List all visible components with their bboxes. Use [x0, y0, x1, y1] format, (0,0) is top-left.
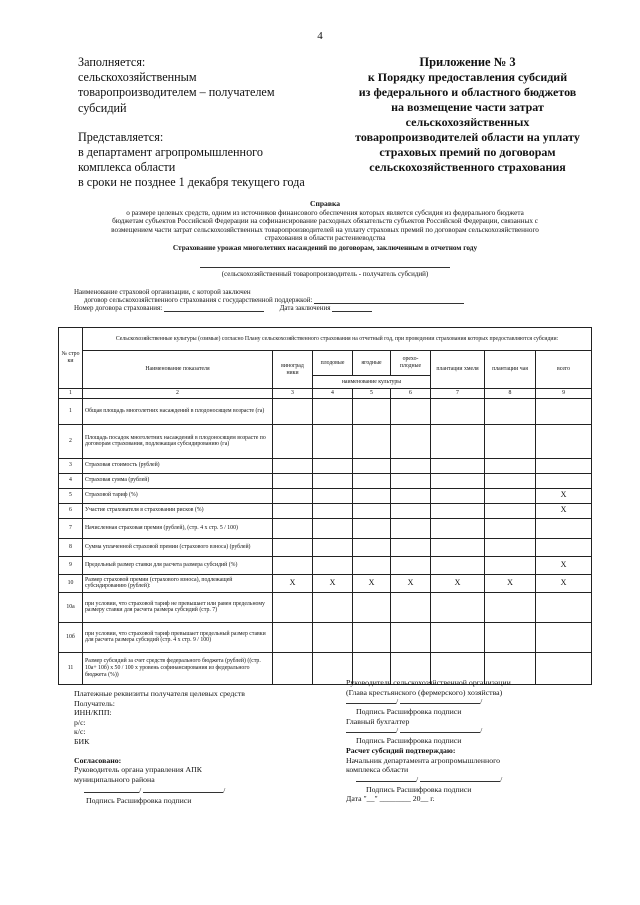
table-row [59, 398, 592, 424]
column-number-cell: 4 [313, 389, 353, 399]
value-cell[interactable] [353, 503, 391, 518]
value-cell[interactable] [353, 592, 391, 622]
page-number: 4 [317, 30, 323, 42]
col-hops-header: плантации хмеля [431, 351, 485, 389]
value-cell[interactable] [391, 488, 431, 503]
value-cell[interactable] [353, 556, 391, 574]
table-row [59, 488, 592, 503]
value-cell[interactable] [485, 592, 536, 622]
value-cell[interactable] [391, 556, 431, 574]
certificate-line: страхования в области растениеводства [264, 234, 386, 243]
row-indicator-name: Размер страховой премии (страхового взноса), подлежащей субсидированию (рублей): [83, 574, 273, 592]
row-indicator-name: Предельный размер ставки для расчета размера субсидий (%) [83, 556, 273, 574]
row-number: 1 [59, 398, 83, 424]
value-cell[interactable] [313, 518, 353, 538]
value-cell[interactable] [391, 458, 431, 473]
rs-label: р/с: [74, 717, 86, 727]
column-number-cell: 1 [59, 389, 83, 399]
org-head-label: Руководитель сельскохозяйственной организации [346, 678, 511, 687]
excluded-cell: X [273, 574, 313, 592]
excluded-cell: X [485, 574, 536, 592]
fill-line: Заполняется: [78, 55, 146, 69]
contract-number-label: Номер договора страхования: [74, 304, 163, 312]
contract-date-field[interactable] [332, 311, 372, 312]
row-indicator-name: Размер субсидий за счет средств федерального бюджета (рублей) ((стр. 10а+ 10б) х 50 / 100 х уровень софинансирования из федерального бюджета (%)) [83, 652, 273, 684]
recipient-label: Получатель: [74, 698, 115, 708]
value-cell[interactable] [353, 538, 391, 556]
value-cell[interactable] [485, 622, 536, 652]
value-cell[interactable] [431, 488, 485, 503]
value-cell[interactable] [391, 503, 431, 518]
apk-head-label: Руководитель органа управления АПК [74, 765, 202, 775]
value-cell[interactable] [273, 503, 313, 518]
col-berry-header: ягодные [353, 351, 391, 376]
row-indicator-name: при условии, что страховой тариф не превышает или равен предельному размеру ставки для расчета размера субсидий (стр. 7) [83, 592, 273, 622]
excluded-cell: X [313, 574, 353, 592]
column-number-cell: 5 [353, 389, 391, 399]
value-cell[interactable] [273, 398, 313, 424]
value-cell[interactable] [536, 473, 592, 488]
right-header [330, 55, 605, 175]
row-indicator-name: Участие страхователя в страховании рисков (%) [83, 503, 273, 518]
excluded-cell: X [353, 574, 391, 592]
row-number: 4 [59, 473, 83, 488]
value-cell[interactable] [273, 424, 313, 458]
appendix-line: товаропроизводителей области на уплату [355, 130, 580, 144]
value-cell[interactable] [431, 424, 485, 458]
row-indicator-name: Площадь посадок многолетних насаждений в плодоносящем возрасте по договорам страхования, подлежащая субсидированию (га) [83, 424, 273, 458]
fill-line: сельскохозяйственным [78, 70, 197, 85]
table-row [59, 592, 592, 622]
value-cell[interactable] [485, 518, 536, 538]
value-cell[interactable] [431, 622, 485, 652]
value-cell[interactable] [313, 538, 353, 556]
row-number: 3 [59, 458, 83, 473]
confirmed-label: Расчет субсидий подтверждаю: [346, 745, 456, 755]
dept-signature-caption: Подпись Расшифровка подписи [366, 784, 472, 794]
value-cell[interactable] [391, 398, 431, 424]
value-cell[interactable] [313, 622, 353, 652]
value-cell[interactable] [273, 592, 313, 622]
dept-head-label: Начальник департамента агропромышленного [346, 755, 501, 765]
value-cell[interactable] [431, 592, 485, 622]
excluded-cell: X [536, 574, 592, 592]
row-number: 8 [59, 538, 83, 556]
column-number-cell: 3 [273, 389, 313, 399]
col-vineyards-header: виноград ники [273, 351, 313, 389]
value-cell[interactable] [353, 488, 391, 503]
appendix-line: сельскохозяйственного страхования [369, 160, 566, 174]
appendix-line: к Порядку предоставления субсидий [367, 70, 568, 84]
accountant-label: Главный бухгалтер [346, 716, 410, 726]
excluded-cell: X [536, 503, 592, 518]
accountant-signature-lines: / / [346, 726, 596, 736]
value-cell[interactable] [536, 538, 592, 556]
submit-line: в департамент агропромышленного [78, 145, 263, 160]
col-tea-header: плантации чая [485, 351, 536, 389]
head-signature-caption: Подпись Расшифровка подписи [356, 707, 462, 717]
footer-right [346, 678, 596, 804]
column-number-cell: 9 [536, 389, 592, 399]
appendix-line: из федерального и областного бюджетов [358, 85, 577, 99]
producer-line [200, 267, 450, 268]
table-row [59, 503, 592, 518]
dept-signature-lines: / / [346, 775, 596, 785]
municipal-label: муниципального района [74, 774, 155, 784]
value-cell[interactable] [536, 398, 592, 424]
head-signature-lines: / / [346, 697, 596, 707]
insurer-line2-text: договор сельскохозяйственного страхования с государственной поддержкой: [84, 296, 313, 304]
table-row [59, 574, 592, 592]
row-indicator-name: при условии, что страховой тариф превышает предельный размер ставки для расчета размера субсидий (стр. 4 х стр. 9 / 100) [83, 622, 273, 652]
accountant-signature-field[interactable] [346, 732, 396, 733]
value-cell[interactable] [485, 556, 536, 574]
value-cell[interactable] [313, 592, 353, 622]
value-cell[interactable] [353, 622, 391, 652]
certificate-line: возмещением части затрат сельскохозяйственных товаропроизводителей на уплату страховых премий по договорам сельскохозяйственного [111, 225, 539, 234]
footer-left [74, 689, 334, 806]
accountant-signature-caption: Подпись Расшифровка подписи [356, 736, 462, 746]
row-indicator-name: Начисленная страховая премия (рублей), (стр. 4 х стр. 5 / 100) [83, 518, 273, 538]
head-decoding-field[interactable] [400, 703, 480, 704]
value-cell[interactable] [353, 424, 391, 458]
certificate-title: Справка [309, 199, 341, 208]
producer-caption: (сельскохозяйственный товаропроизводитель - получатель субсидий) [221, 270, 429, 278]
table-row [59, 424, 592, 458]
appendix-line: страховых премий по договорам [379, 145, 556, 159]
row-indicator-name: Общая площадь многолетних насаждений в плодоносящем возрасте (га) [83, 398, 273, 424]
certificate-line: о размере целевых средств, одним из источников финансового обеспечения которых является субсидия из федерального бюджета [126, 208, 524, 217]
accountant-decoding-field[interactable] [400, 732, 480, 733]
certificate-block [60, 200, 590, 253]
value-cell[interactable] [273, 488, 313, 503]
column-number-cell: 8 [485, 389, 536, 399]
table-row [59, 538, 592, 556]
value-cell[interactable] [313, 473, 353, 488]
table-merged-header: Сельскохозяйственные культуры (озимые) согласно Плану сельскохозяйственного страхования на отчетный год, при проведении страхования которых предоставляются субсидии: [83, 328, 592, 351]
value-cell[interactable] [313, 556, 353, 574]
value-cell[interactable] [431, 398, 485, 424]
col-nut-header: орехо-плодные [391, 351, 431, 376]
value-cell[interactable] [273, 458, 313, 473]
agreed-label: Согласовано: [74, 755, 122, 765]
table-row [59, 556, 592, 574]
row-indicator-name: Страховой тариф (%) [83, 488, 273, 503]
requisites-label: Платежные реквизиты получателя целевых средств [74, 689, 245, 698]
value-cell[interactable] [431, 518, 485, 538]
value-cell[interactable] [313, 424, 353, 458]
value-cell[interactable] [391, 424, 431, 458]
value-cell[interactable] [431, 503, 485, 518]
value-cell[interactable] [431, 458, 485, 473]
excluded-cell: X [431, 574, 485, 592]
value-cell[interactable] [273, 556, 313, 574]
row-indicator-name: Страховая стоимость (рублей) [83, 458, 273, 473]
value-cell[interactable] [391, 538, 431, 556]
value-cell[interactable] [485, 458, 536, 473]
column-number-cell: 2 [83, 389, 273, 399]
table-row [59, 622, 592, 652]
appendix-line: сельскохозяйственных [405, 115, 530, 129]
table-row [59, 458, 592, 473]
row-number: 7 [59, 518, 83, 538]
fill-line: товаропроизводителем – получателем [78, 85, 275, 100]
head-signature-field[interactable] [346, 703, 396, 704]
value-cell[interactable] [536, 592, 592, 622]
appendix-line: на возмещение части затрат [391, 100, 544, 114]
signature-decoding-field[interactable] [143, 792, 223, 793]
value-cell[interactable] [273, 622, 313, 652]
bik-label: БИК [74, 736, 90, 746]
value-cell[interactable] [273, 473, 313, 488]
col-group-header: наименование культуры [313, 376, 431, 389]
signature-caption: Подпись Расшифровка подписи [86, 796, 192, 806]
col-fruit-header: плодовые [313, 351, 353, 376]
value-cell[interactable] [485, 538, 536, 556]
row-number: 10б [59, 622, 83, 652]
row-number: 10а [59, 592, 83, 622]
insurer-line2 [74, 296, 574, 304]
insurer-block [74, 288, 574, 312]
row-number: 2 [59, 424, 83, 458]
value-cell[interactable] [431, 538, 485, 556]
signature-lines: / / [74, 786, 334, 796]
submit-line: в сроки не позднее 1 декабря текущего года [78, 175, 305, 190]
dept-signature-field[interactable] [356, 781, 416, 782]
value-cell[interactable] [485, 503, 536, 518]
contract-date-label: Дата заключения [279, 304, 331, 312]
excluded-cell: X [391, 574, 431, 592]
value-cell[interactable] [353, 458, 391, 473]
dept-label: комплекса области [346, 765, 409, 775]
value-cell[interactable] [485, 398, 536, 424]
value-cell[interactable] [431, 556, 485, 574]
column-numbers-row [59, 389, 592, 399]
value-cell[interactable] [485, 473, 536, 488]
value-cell[interactable] [313, 458, 353, 473]
table-body [59, 398, 592, 684]
date-line: Дата "__" ________ 20__ г. [346, 794, 435, 804]
row-number: 5 [59, 488, 83, 503]
excluded-cell: X [536, 556, 592, 574]
value-cell[interactable] [391, 592, 431, 622]
left-header [78, 55, 318, 191]
value-cell[interactable] [485, 424, 536, 458]
contract-number-field[interactable] [164, 311, 264, 312]
value-cell[interactable] [431, 473, 485, 488]
appendix-title: Приложение № 3 [419, 55, 516, 69]
value-cell[interactable] [353, 518, 391, 538]
value-cell[interactable] [313, 503, 353, 518]
col-number-header: № стро ки [59, 328, 83, 389]
row-indicator-name: Страховая сумма (рублей) [83, 473, 273, 488]
column-number-cell: 7 [431, 389, 485, 399]
fill-line: субсидий [78, 100, 127, 115]
col-total-header: всего [536, 351, 592, 389]
value-cell[interactable] [353, 398, 391, 424]
value-cell[interactable] [353, 473, 391, 488]
dept-decoding-field[interactable] [420, 781, 500, 782]
row-number: 10 [59, 574, 83, 592]
farm-head-label: (Глава крестьянского (фермерского) хозяйства) [346, 687, 503, 697]
value-cell[interactable] [536, 424, 592, 458]
ks-label: к/с: [74, 727, 86, 737]
signature-field[interactable] [84, 792, 139, 793]
value-cell[interactable] [391, 518, 431, 538]
row-number: 9 [59, 556, 83, 574]
value-cell[interactable] [536, 622, 592, 652]
row-number: 6 [59, 503, 83, 518]
submit-line: комплекса области [78, 160, 176, 175]
column-number-cell: 6 [391, 389, 431, 399]
insurance-line: Страхование урожая многолетних насаждений по договорам, заключенным в отчетном году [172, 242, 478, 252]
value-cell[interactable] [391, 473, 431, 488]
value-cell[interactable] [536, 518, 592, 538]
value-cell[interactable] [485, 488, 536, 503]
col-name-header: Наименование показателя [83, 351, 273, 389]
insurer-line1: Наименование страховой организации, с которой заключен [74, 288, 251, 296]
table-row [59, 518, 592, 538]
inn-label: ИНН/КПП: [74, 708, 112, 718]
certificate-line: бюджетам субъектов Российской Федерации на софинансирование расходных обязательств субъектов Российской Федерации, связанных с [112, 217, 538, 226]
contract-line [74, 304, 574, 312]
value-cell[interactable] [273, 518, 313, 538]
insurance-table [58, 327, 592, 685]
value-cell[interactable] [273, 652, 313, 684]
value-cell[interactable] [536, 458, 592, 473]
value-cell[interactable] [313, 488, 353, 503]
value-cell[interactable] [391, 622, 431, 652]
row-indicator-name: Сумма уплаченной страховой премии (страхового взноса) (рублей) [83, 538, 273, 556]
row-number: 11 [59, 652, 83, 684]
value-cell[interactable] [273, 538, 313, 556]
table-row [59, 473, 592, 488]
excluded-cell: X [536, 488, 592, 503]
submit-line: Представляется: [78, 129, 164, 144]
value-cell[interactable] [313, 398, 353, 424]
